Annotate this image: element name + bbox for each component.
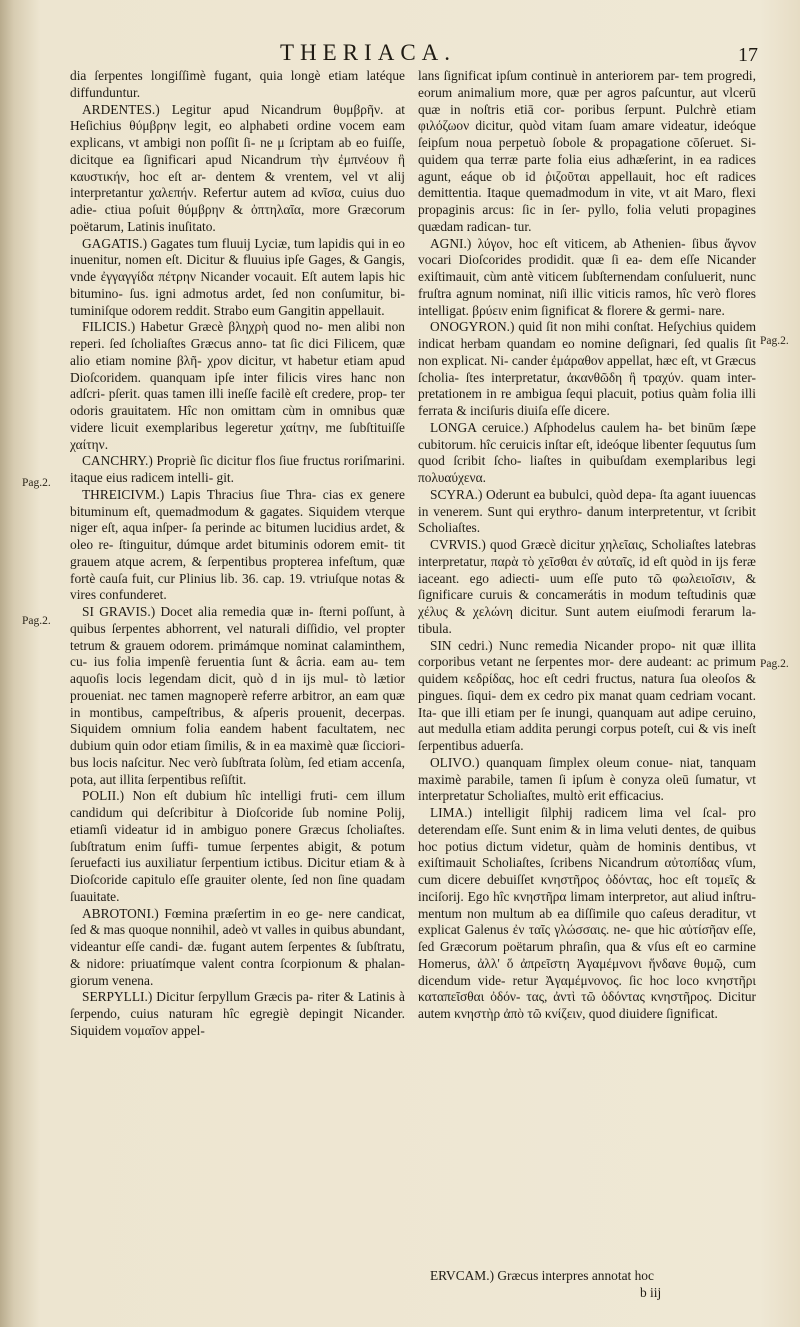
page-title: THERIACA. xyxy=(280,40,457,65)
margin-note-page-ref: Pag.2. xyxy=(760,335,789,347)
page-number: 17 xyxy=(738,44,758,66)
paragraph: FILICIS.) Habetur Græcè βληχρὴ quod no- men alibi non reperi. ſed ſcholiaſtes Græcus anno- tat ſic dici Filicem, quæ alio etiam nomine βλῆ- χρον dicitur, vt habetur etiam apud Dioſcoridem. quanquam ipſe inter filicis vires hanc non adſcri- pſerit. quas tamen illi ineſſe facilè eſt credere, prop- ter odoris grauitatem. Hîc non omittam cùm in omnibus quæ videre licuit exemplaribus legeretur χαίτην, me ſubſtituiſſe χαίτην. xyxy=(70,319,405,452)
left-text-column xyxy=(70,68,405,1040)
signature-mark: b iij xyxy=(640,1285,662,1300)
paragraph: ONOGYRON.) quid ſit non mihi conſtat. Heſychius quidem indicat herbam quandam eo nomine deſignari, ſed qualis ſit non explicat. Ni- cander ἐμάραθον appellat, hæc eſt, vt Græcus ſcholia- ſtes interpretatur, ἀκανθῶδη ἢ τραχύν. quam inter- pretationem in re ambigua ſequi placuit, potius quàm folia illi ferrata & inciſuris diuiſa eſſe dicere. xyxy=(418,319,756,418)
paragraph: THREICIVM.) Lapis Thracius ſiue Thra- cias ex genere bituminum eſt, quemadmodum & gagates. Siquidem vterque niger eſt, aqua inſper- ſa perinde ac bitumen lucidius ardet, & oleo re- ſtinguitur, dúmque ardet bituminis odorem emit- tit grauem atque acrem, & ſerpentibus propterea infeſtum, quæ fortè cauſa fuit, cur Plinius lib. 36. cap. 19. vtriuſque notas & vires confunderet. xyxy=(70,486,405,603)
paragraph: CANCHRY.) Propriè ſic dicitur flos ſiue fructus roriſmarini. itaque eius radicem intelli- git. xyxy=(70,453,405,485)
paragraph: SIN cedri.) Nunc remedia Nicander propo- nit quæ illita corporibus vetant ne ſerpentes mor- dere audeant: ac primum quidem κεδρίδας, hoc eſt cedri fructus, natura ſua oleoſos & pingues. ſiqui- dem ex cedro pix manat quam cedriam vocant. Ita- que illi etiam per ſe inungi, quanquam aut adipe ceruino, aut medulla etiam addita perungi corpus poteſt, cui & vis ineſt ſerpentibus aduerſa. xyxy=(418,637,756,753)
paragraph: AGNI.) λύγον, hoc eſt viticem, ab Athenien- ſibus ἄγνον vocari Dioſcorides prodidit. quæ ſi ea- dem eſſe Nicander exiſtimauit, cùm antè viticem ſubſternendam conſuluerit, nunc fruſtra agnum nominat, niſi illic viticis ramos, hîc verò flores intelligat. βρύειν enim ſignificat & florere & germi- nare. xyxy=(418,235,756,318)
paragraph: SCYRA.) Oderunt ea bubulci, quòd depa- ſta agant iuuencas in venerem. Sunt qui erythro- danum interpretentur, vt ſcribit Scholiaſtes. xyxy=(418,486,756,536)
paragraph: dia ſerpentes longiſſimè fugant, quia longè etiam latéque diffunduntur. xyxy=(70,68,405,100)
paragraph: LONGA ceruice.) Aſphodelus caulem ha- bet binūm ſæpe cubitorum. hîc ceruicis inſtar eſt, ideóque libenter ſequutus ſum quod ſcribit ſcho- liaſtes in quibuſdam exemplaribus legi πολυαύχενα. xyxy=(418,419,756,485)
paragraph: GAGATIS.) Gagates tum fluuij Lyciæ, tum lapidis qui in eo inuenitur, nomen eſt. Dicitur & fluuius ipſe Gages, & Gangis, vnde ἐγγαγγίδα πέτρην Nicander vocauit. Eſt autem lapis hic bitumino- ſus. igni admotus ardet, ſed non conſumitur, bi- tuminiſque odorem reddit. Strabo eum Gangitin appellauit. xyxy=(70,235,405,318)
margin-note-page-ref: Pag.2. xyxy=(22,477,51,489)
running-header xyxy=(250,40,790,70)
margin-note-page-ref: Pag.2. xyxy=(760,658,789,670)
paragraph: LIMA.) intelligit ſilphij radicem lima vel ſcal- pro deterendam eſſe. Sunt enim & in lima veluti dentes, de quibus hoc potius dictum videtur, quàm de hominis dentibus, vt exiſtimauit Scholiaſtes, ſcribens Nicandrum αὐτοπίδας vſum, cum dicere debuiſſet κνηστῆρος ὀδόντας, hoc eſt τομεῖς & inciſorij. Ego hîc κνηστῆρα limam interpretor, aut aliud inſtru- mentum non multum ab ea diſſimile quo caſeus deraditur, vt explicat Galenus ἐν ταῖς γλώσσαις. ne- que hic αὐτίσῆαν eſſe, ſed Græcorum poëtarum phraſin, qua & vſus eſt eo carmine Homerus, ἀλλ' ὅ ἀπρεῖστη Ἀγαμέμνονι ἥνδανε θυμῷ, cum dicendum vide- retur Ἀγαμέμνονος. ſic hoc loco κνηστῆρι καταπεῖσθαι ὀδόν- τας, ἀντὶ τῶ ὀδόντας κνηστῆρος. Dicitur autem κνηστὴρ ἀπὸ τῶ κνίζειν, quod diuidere ſignificat. xyxy=(418,805,756,1021)
paragraph: ABROTONI.) Fœmina præſertim in eo ge- nere candicat, ſed & mas quoque nonnihil, adeò vt valles in quibus abundant, videantur eſſe candi- dæ. fugant autem ſerpentes & ſubſtratu, & nidore: priuatímque valent contra ſcorpionum & phalan- giorum venena. xyxy=(70,905,405,988)
paragraph: lans ſignificat ipſum continuè in anteriorem par- tem progredi, eorum animalium more, quæ per agros paſcuntur, aut vlcerū quæ in noſtris etiā cor- poribus ſerpunt. Pulchrè etiam φιλόζωον dicitur, quòd vitam ſuam amare videatur, ideóque ſeipſum noua perpetuò ſobole & propagatione cōſeruet. Si- quidem qua terræ parte folia eius adhæſerint, in ea radices agunt, eáque ob id ῥιζοῦται appellauit, hoc eſt radices demittentia. Itaque quemadmodum in vite, vt ait Maro, flexi propaginis arcus: ſic in ſer- pyllo, folia veluti propagines quædam radican- tur. xyxy=(418,68,756,234)
paragraph: POLII.) Non eſt dubium hîc intelligi fruti- cem illum candidum qui deſcribitur à Dioſcoride ſub nomine Polij, etiamſi videatur id in ambiguo ponere Græcus ſcholiaſtes. ſubſtratum enim ſuffi- tumue ſerpentes abigit, & potum ſeruefacti ius auxiliatur ſerpentium ictibus. Dicitur etiam & à Dioſcoride capitulo eſſe grauiter olente, ſed non ſine quadam ſuauitate. xyxy=(70,788,405,904)
right-text-column xyxy=(418,68,756,1023)
paragraph: ARDENTES.) Legitur apud Nicandrum θυμβρῆν. at Heſichius θύμβρην legit, eo alphabeti ordine vocem eam explicans, vt ambigi non poſſit ſi- ne μ ſcriptam ab eo fuiſſe, dicitque ea ſignificari apud Nicandrum τὴν ἐμπνέουν ἢ καυστικήν, hoc eſt ar- dentem & vrentem, vel vt alij interpretantur χαλεπήν. Refertur autem ad κνῖσα, cuius duo adie- ctiua poſuit θύμβρην & ὀπτηλαῖα, more Græcorum poëtarum, Latinis inuſitato. xyxy=(70,101,405,234)
paragraph: SERPYLLI.) Dicitur ſerpyllum Græcis pa- riter & Latinis à ſerpendo, cuius naturam hîc egregiè depingit Nicander. Siquidem νομαῖον appel- xyxy=(70,989,405,1038)
paragraph: SI GRAVIS.) Docet alia remedia quæ in- ſterni poſſunt, à quibus ſerpentes abhorrent, vel naturali diſſidio, vel propter tetrum & grauem odorem. primámque nominat calaminthem, cu- ius folia impenſè feruentia ſunt & âcria. eam au- tem aquoſis locis legendam dicit, quò d in ijs mul- tò lætior proueniat. nec tamen magnoperè referre arbitror, an eam quæ in montibus, campeſtribus, & aſperis prouenit, decerpas. Siquidem omnium folia eandem habent facultatem, nec dubium quin odor etiam ſimilis, & in ea maximè quæ ſicciori- bus locis naſcitur. Nec verò ſubſtrata ſolùm, ſed etiam accenſa, pota, aut illita ſerpentibus reſiſtit. xyxy=(70,604,405,787)
catchword-line: ERVCAM.) Græcus interpres annotat hoc xyxy=(430,1268,654,1283)
margin-note-page-ref: Pag.2. xyxy=(22,615,51,627)
paragraph: CVRVIS.) quod Græcè dicitur χηλεῖαις, Scholiaſtes latebras interpretatur, παρὰ τὸ χεῖσθαι ἐν αὐταῖς, id eſt quòd in ijs feræ iaceant. ego adiecti- uum eſſe puto τῶ φωλειοῖσιν, & ſignificare curuis & concamerátis in modum teſtudinis quæ χέλυς & χελώνη dicitur. Sunt autem eiuſmodi ferarum la- tibula. xyxy=(418,537,756,636)
paragraph: OLIVO.) quanquam ſimplex oleum conue- niat, tanquam maximè parabile, tamen ſi ipſum è conyza oleū ſumatur, vt interpretatur Scholiaſtes, multò erit efficacius. xyxy=(418,754,756,804)
